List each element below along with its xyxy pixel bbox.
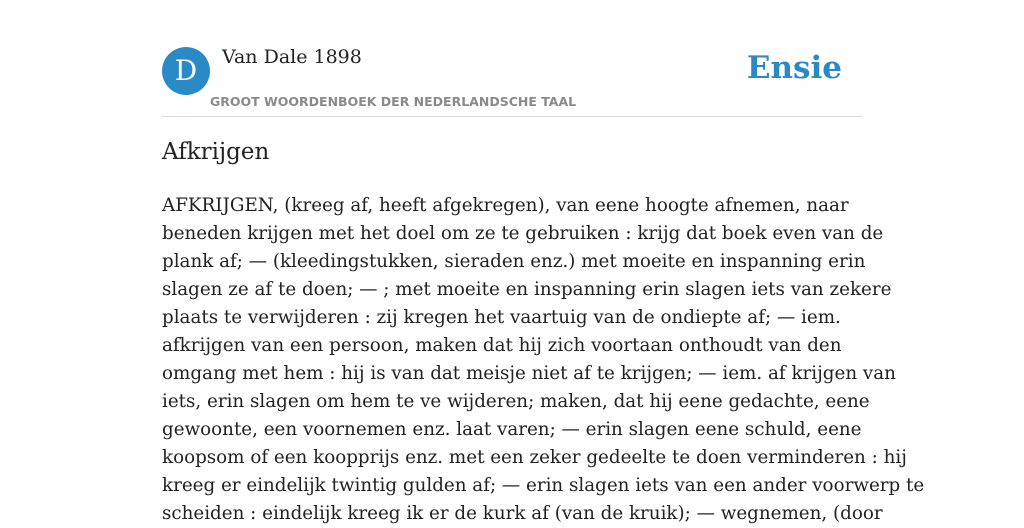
definition-line: kreeg er eindelijk twintig gulden af; — erin slagen iets van een ander voorwerp te [162,475,925,496]
definition-line: plaats te verwijderen : zij kregen het vaartuig van de ondiepte af; — iem. [162,307,841,328]
ensie-logo-link[interactable]: Ensie [746,50,842,86]
dictionary-title[interactable]: Van Dale 1898 [222,46,362,68]
definition-line: gewoonte, een voornemen enz. laat varen; — erin slagen eene schuld, eene [162,419,862,440]
dictionary-avatar[interactable]: D [162,47,210,95]
definition-line: iets, erin slagen om hem te ve wijderen; maken, dat hij eene gedachte, eene [162,391,870,412]
dictionary-header [162,0,862,117]
definition-line: scheiden : eindelijk kreeg ik er de kurk af (van de kruik); — wegnemen, (door [162,503,883,524]
definition-line: omgang met hem : hij is van dat meisje niet af te krijgen; — iem. af krijgen van [162,363,896,384]
definition-line: AFKRIJGEN, (kreeg af, heeft afgekregen), van eene hoogte afnemen, naar [162,195,849,216]
definition-line: plank af; — (kleedingstukken, sieraden enz.) met moeite en inspanning erin [162,251,866,272]
definition-line: afkrijgen van een persoon, maken dat hij zich voortaan onthoudt van den [162,335,842,356]
entry-headword: Afkrijgen [162,139,270,165]
dictionary-subtitle: GROOT WOORDENBOEK DER NEDERLANDSCHE TAAL [210,94,577,109]
definition-line: koopsom of een koopprijs enz. met een zeker gedeelte te doen verminderen : hij [162,447,907,468]
definition-line: slagen ze af te doen; — ; met moeite en inspanning erin slagen iets van zekere [162,279,892,300]
definition-line: beneden krijgen met het doel om ze te gebruiken : krijg dat boek even van de [162,223,884,244]
entry-definition [162,192,925,528]
